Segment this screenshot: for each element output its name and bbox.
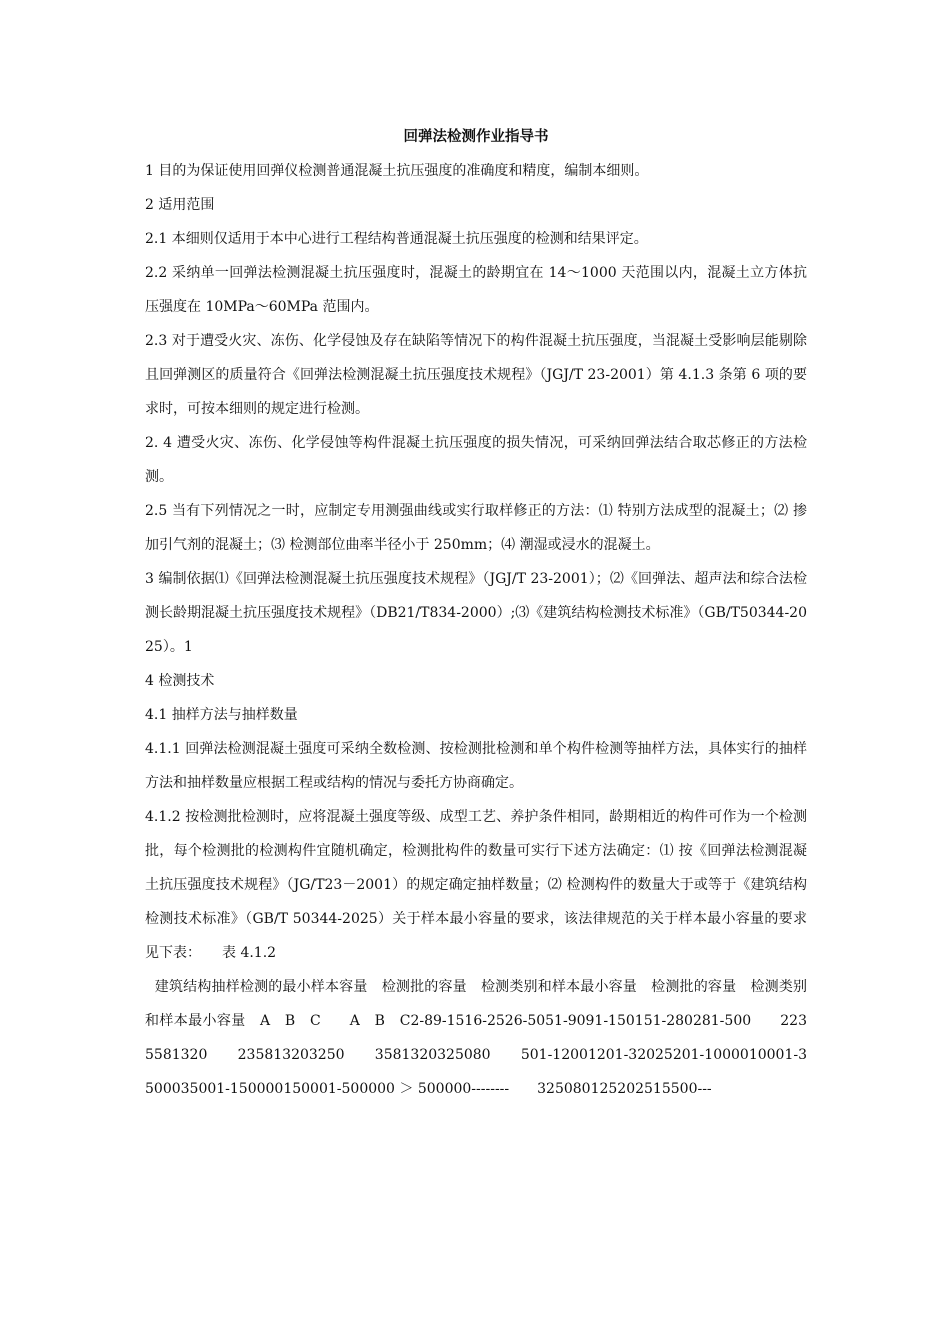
paragraph-2-4: 2. 4 遭受火灾、冻伤、化学侵蚀等构件混凝土抗压强度的损失情况，可采纳回弹法结合取芯修正的方法检测。 <box>145 435 807 485</box>
document-page <box>145 120 807 1106</box>
paragraph-2-2: 2.2 采纳单一回弹法检测混凝土抗压强度时，混凝土的龄期宜在 14～1000 天范围以内，混凝土立方体抗压强度在 10MPa～60MPa 范围内。 <box>145 265 807 315</box>
paragraph-2-5: 2.5 当有下列情况之一时，应制定专用测强曲线或实行取样修正的方法：⑴ 特别方法成型的混凝土；⑵ 掺加引气剂的混凝土；⑶ 检测部位曲率半径小于 250mm；⑷ 潮湿或浸水的混凝土。 <box>145 503 807 553</box>
paragraph-technique-heading: 4 检测技术 <box>145 673 215 689</box>
paragraph-scope-heading: 2 适用范围 <box>145 197 215 213</box>
document-title: 回弹法检测作业指导书 <box>403 129 549 145</box>
paragraph-4-1-2: 4.1.2 按检测批检测时，应将混凝土强度等级、成型工艺、养护条件相同，龄期相近的构件可作为一个检测批，每个检测批的检测构件宜随机确定，检测批构件的数量可实行下述方法确定：⑴ 按《回弹法检测混凝土抗压强度技术规程》（JG/T23－2001）的规定确定抽样数量；⑵ 检测构件的数量大于或等于《建筑结构检测技术标准》（GB/T 50344-2025）关于样本最小容量的要求，该法律规范的关于样本最小容量的要求见下表： 表 4.1.2 <box>145 809 807 961</box>
table-4-1-2-text: 建筑结构抽样检测的最小样本容量 检测批的容量 检测类别和样本最小容量 检测批的容量 检测类别和样本最小容量 A B C A B C2-89-1516-2526-5051-9091-150151-280281-500 2235581320 235813203250 3581320325080 501-12001201-32025201-1000010001-3500035001-150000150001-500000 ＞ 500000-------- 325080125202515500--- <box>145 979 807 1097</box>
paragraph-basis: 3 编制依据⑴《回弹法检测混凝土抗压强度技术规程》（JGJ/T 23-2001）；⑵《回弹法、超声法和综合法检测长龄期混凝土抗压强度技术规程》（DB21/T834-2000）;⑶《建筑结构检测技术标准》（GB/T50344-2025）。1 <box>145 571 807 655</box>
paragraph-2-3: 2.3 对于遭受火灾、冻伤、化学侵蚀及存在缺陷等情况下的构件混凝土抗压强度，当混凝土受影响层能剔除且回弹测区的质量符合《回弹法检测混凝土抗压强度技术规程》（JGJ/T 23-2001）第 4.1.3 条第 6 项的要求时，可按本细则的规定进行检测。 <box>145 333 807 417</box>
paragraph-2-1: 2.1 本细则仅适用于本中心进行工程结构普通混凝土抗压强度的检测和结果评定。 <box>145 231 648 247</box>
paragraph-4-1-heading: 4.1 抽样方法与抽样数量 <box>145 707 298 723</box>
paragraph-purpose: 1 目的为保证使用回弹仪检测普通混凝土抗压强度的准确度和精度，编制本细则。 <box>145 163 649 179</box>
paragraph-4-1-1: 4.1.1 回弹法检测混凝土强度可采纳全数检测、按检测批检测和单个构件检测等抽样方法，具体实行的抽样方法和抽样数量应根据工程或结构的情况与委托方协商确定。 <box>145 741 807 791</box>
